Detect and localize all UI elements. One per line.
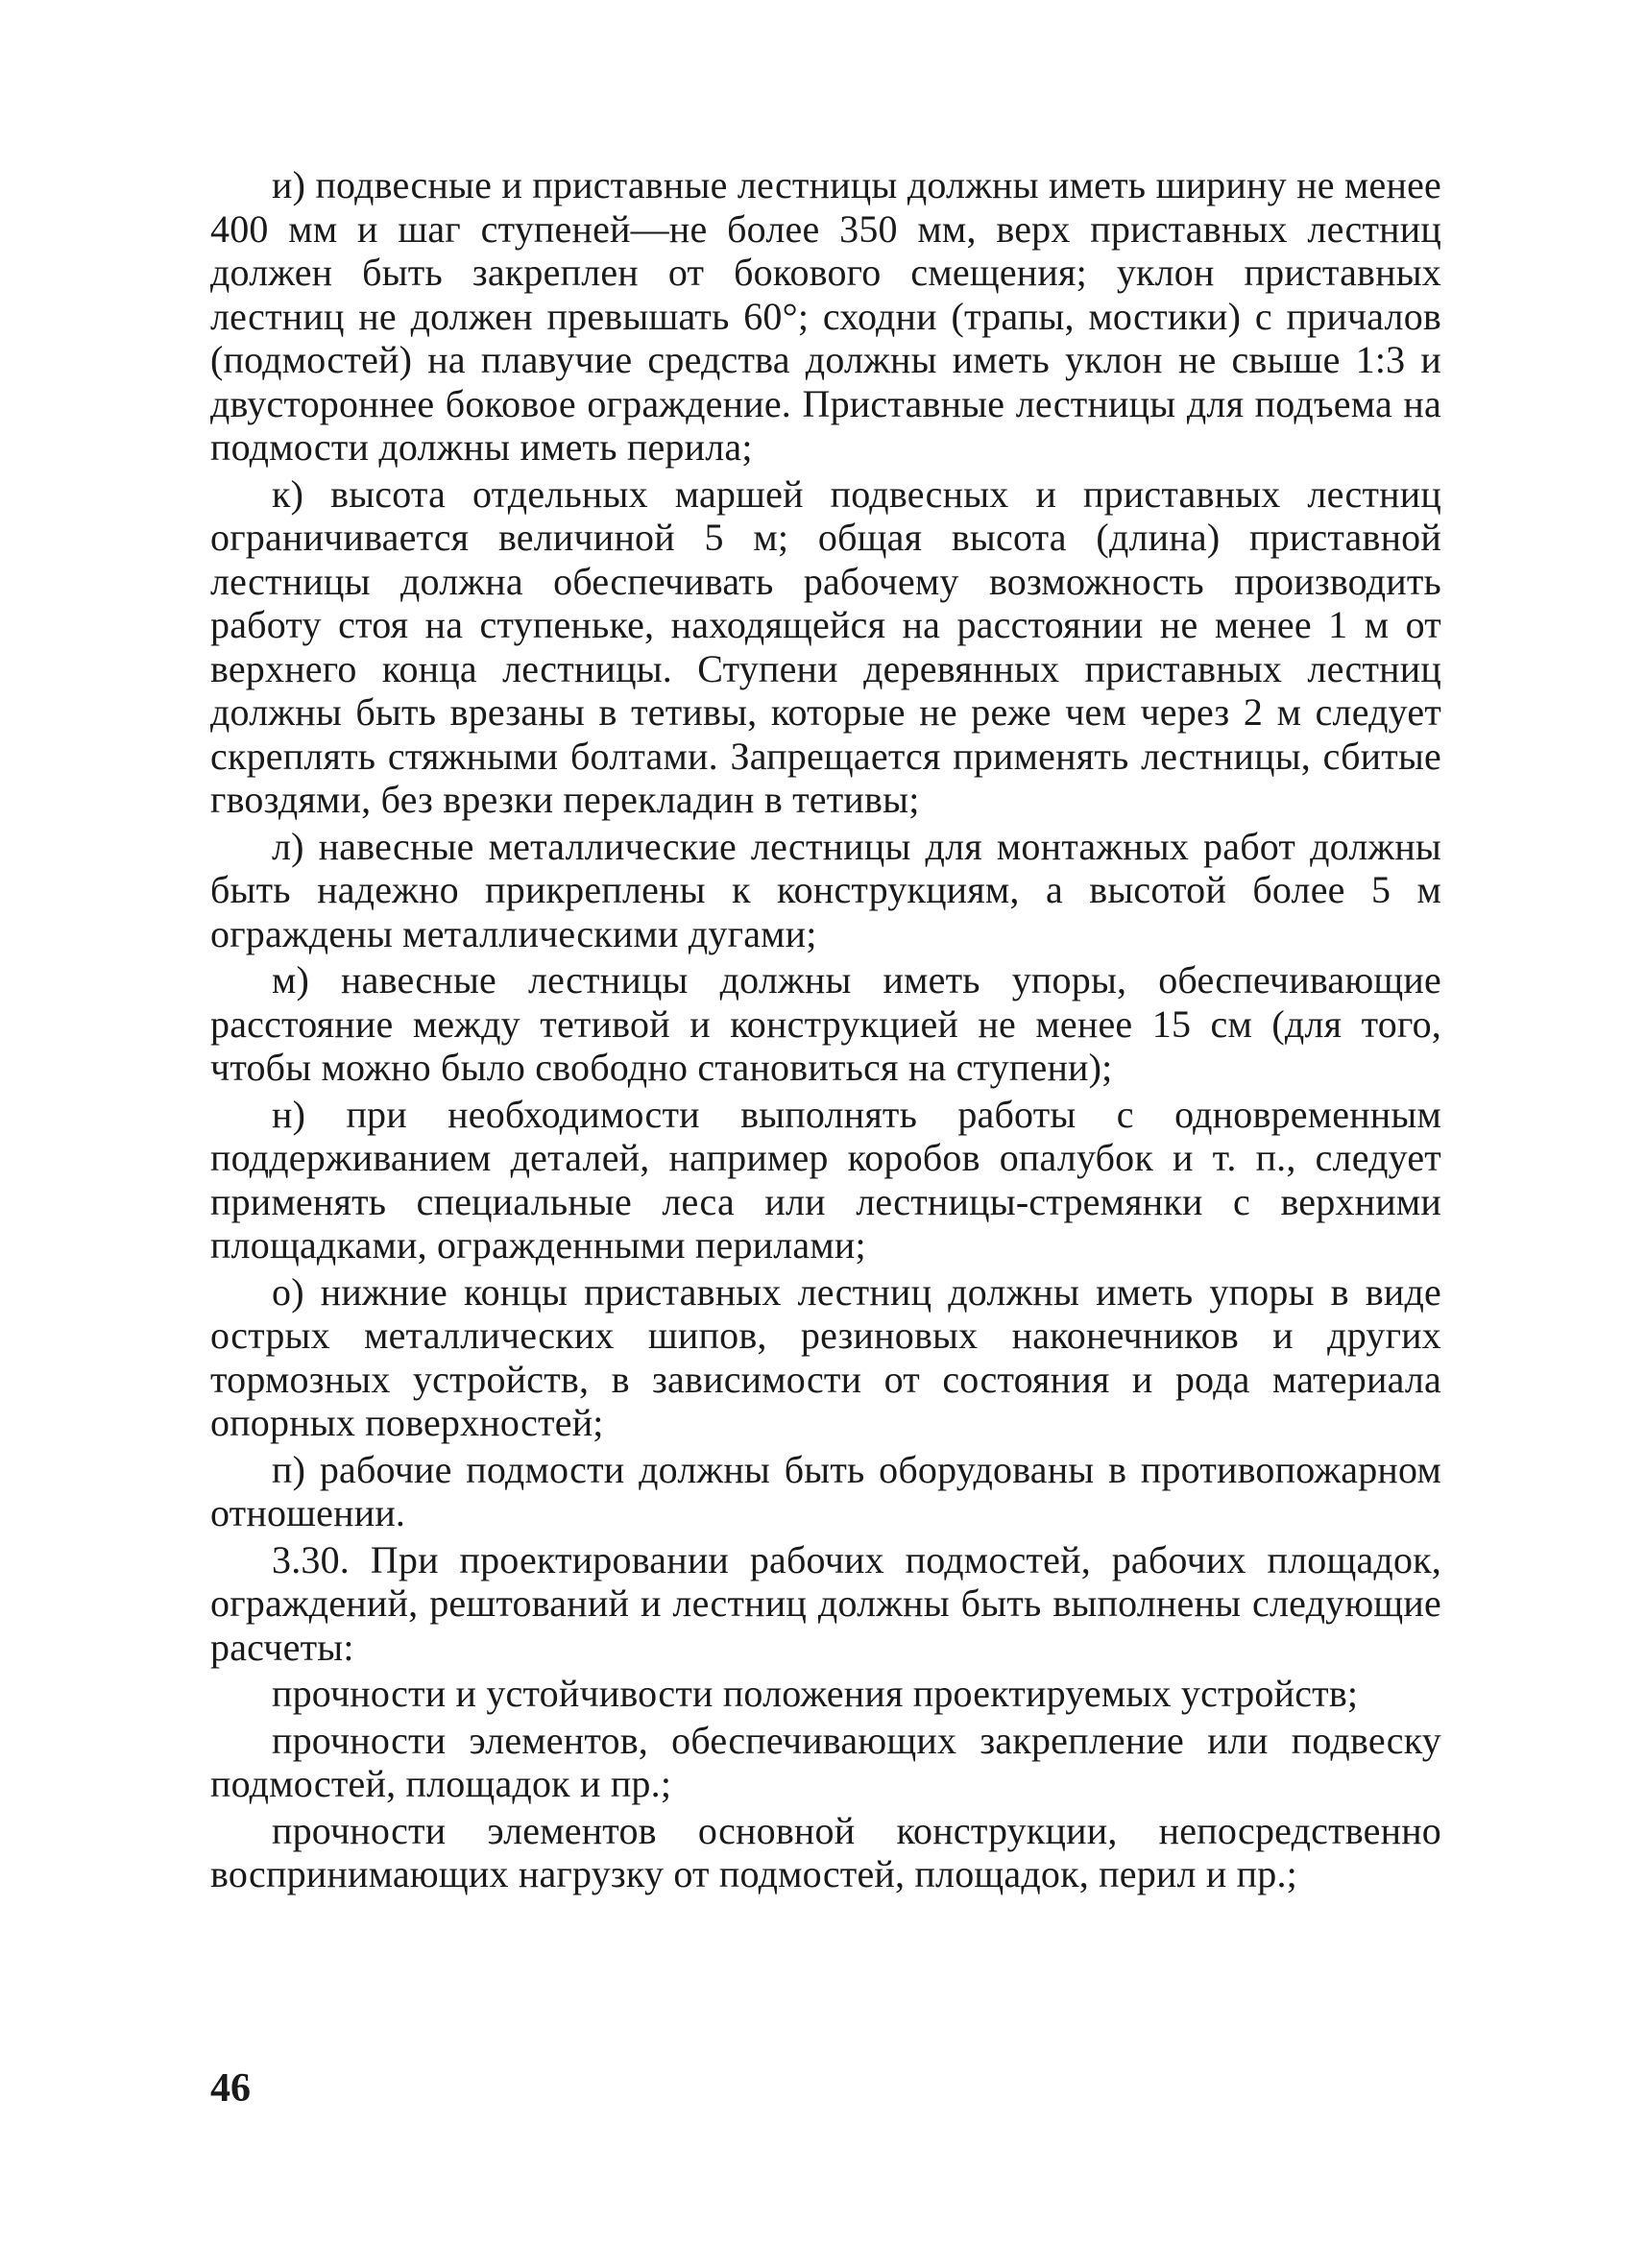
paragraph-section-3-30: 3.30. При проектировании рабочих подмостей, рабочих площадок, ограждений, рештований и лестниц должны быть выполнены следующие расчеты: bbox=[210, 1537, 1441, 1669]
paragraph-item-k: к) высота отдельных маршей подвесных и приставных лестниц ограничивается величиной 5 м; общая высота (длина) приставной лестницы должна обеспечивать рабочему возможность производить работу стоя на ступеньке, находящейся на расстоянии не менее 1 м от верхнего конца лестницы. Ступени деревянных приставных лестниц должны быть врезаны в тетивы, которые не реже чем через 2 м следует скреплять стяжными болтами. Запрещается применять лестницы, сбитые гвоздями, без врезки перекладин в тетивы; bbox=[210, 471, 1441, 821]
paragraph-item-o: о) нижние концы приставных лестниц должны иметь упоры в виде острых металлических шипов, резиновых наконечников и других тормозных устройств, в зависимости от состояния и рода материала опорных поверхностей; bbox=[210, 1269, 1441, 1444]
paragraph-item-m: м) навесные лестницы должны иметь упоры, обеспечивающие расстояние между тетивой и конструкцией не менее 15 см (для того, чтобы можно было свободно становиться на ступени); bbox=[210, 958, 1441, 1089]
paragraph-calc-strength-stability: прочности и устойчивости положения проектируемых устройств; bbox=[272, 1672, 1359, 1715]
document-page bbox=[210, 163, 1441, 1899]
paragraph-item-p: п) рабочие подмости должны быть оборудованы в противопожарном отношении. bbox=[210, 1447, 1441, 1534]
paragraph-item-n: н) при необходимости выполнять работы с одновременным поддерживанием деталей, например коробов опалубок и т. п., следует применять специальные леса или лестницы-стремянки с верхними площадками, огражденными перилами; bbox=[210, 1092, 1441, 1267]
paragraph-item-i: и) подвесные и приставные лестницы должны иметь ширину не менее 400 мм и шаг ступеней—не более 350 мм, верх приставных лестниц должен быть закреплен от бокового смещения; уклон приставных лестниц не должен превышать 60°; сходни (трапы, мостики) с причалов (подмостей) на плавучие средства должны иметь уклон не свыше 1:3 и двустороннее боковое ограждение. Приставные лестницы для подъема на подмости должны иметь перила; bbox=[210, 163, 1441, 469]
paragraph-calc-fastening-elements: прочности элементов, обеспечивающих закрепление или подвеску подмостей, площадок и пр.; bbox=[210, 1718, 1441, 1805]
paragraph-calc-main-structure: прочности элементов основной конструкции, непосредственно воспринимающих нагрузку от подмостей, площадок, перил и пр.; bbox=[210, 1808, 1441, 1895]
page-number: 46 bbox=[210, 2066, 251, 2111]
paragraph-item-l: л) навесные металлические лестницы для монтажных работ должны быть надежно прикреплены к конструкциям, а высотой более 5 м ограждены металлическими дугами; bbox=[210, 824, 1441, 955]
